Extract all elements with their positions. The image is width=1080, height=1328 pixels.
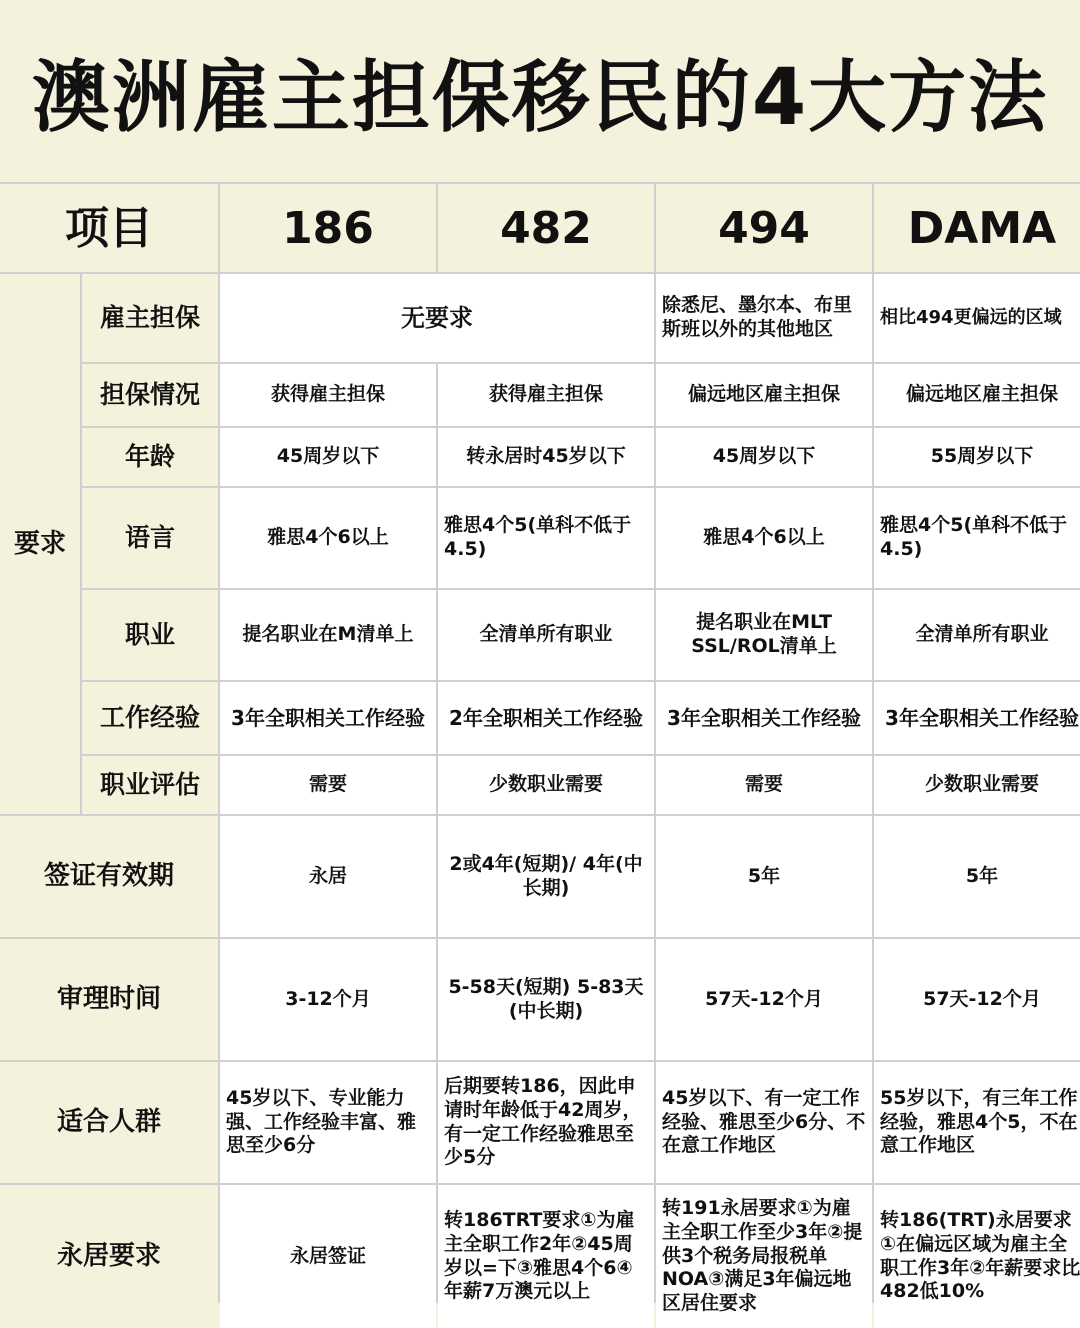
header-186: 186 <box>220 184 436 272</box>
employer-494: 除悉尼、墨尔本、布里斯班以外的其他地区 <box>656 274 872 362</box>
table-cell: 偏远地区雇主担保 <box>874 364 1080 426</box>
table-cell: 55岁以下，有三年工作经验，雅思4个5，不在意工作地区 <box>874 1062 1080 1183</box>
header-494: 494 <box>656 184 872 272</box>
table-cell: 45岁以下、有一定工作经验、雅思至少6分、不在意工作地区 <box>656 1062 872 1183</box>
table-cell: 5-58天(短期) 5-83天(中长期) <box>438 939 654 1060</box>
table-cell: 少数职业需要 <box>874 756 1080 814</box>
row-label-occupation: 职业 <box>82 590 218 680</box>
table-cell: 55周岁以下 <box>874 428 1080 486</box>
employer-186-482: 无要求 <box>220 274 654 362</box>
row-label-experience: 工作经验 <box>82 682 218 754</box>
table-cell: 3年全职相关工作经验 <box>220 682 436 754</box>
table-cell: 转191永居要求①为雇主全职工作至少3年②提供3个税务局报税单NOA③满足3年偏远地区居住要求 <box>656 1185 872 1328</box>
table-cell: 2或4年(短期)/ 4年(中长期) <box>438 816 654 937</box>
table-cell: 需要 <box>220 756 436 814</box>
table-cell: 3年全职相关工作经验 <box>874 682 1080 754</box>
table-cell: 雅思4个6以上 <box>656 488 872 588</box>
table-cell: 雅思4个6以上 <box>220 488 436 588</box>
row-label-suitable: 适合人群 <box>0 1062 218 1183</box>
table-cell: 永居签证 <box>220 1185 436 1328</box>
table-cell: 5年 <box>874 816 1080 937</box>
table-cell: 转永居时45岁以下 <box>438 428 654 486</box>
table-cell: 获得雇主担保 <box>220 364 436 426</box>
table-cell: 提名职业在MLT SSL/ROL清单上 <box>656 590 872 680</box>
table-cell: 45周岁以下 <box>656 428 872 486</box>
table-cell: 转186(TRT)永居要求①在偏远区域为雇主全职工作3年②年薪要求比482低10% <box>874 1185 1080 1328</box>
table-cell: 偏远地区雇主担保 <box>656 364 872 426</box>
table-cell: 57天-12个月 <box>874 939 1080 1060</box>
table-cell: 需要 <box>656 756 872 814</box>
row-label-language: 语言 <box>82 488 218 588</box>
table-cell: 获得雇主担保 <box>438 364 654 426</box>
table-cell: 2年全职相关工作经验 <box>438 682 654 754</box>
row-label-processing: 审理时间 <box>0 939 218 1060</box>
header-dama: DAMA <box>874 184 1080 272</box>
header-item: 项目 <box>0 184 218 272</box>
table-cell: 少数职业需要 <box>438 756 654 814</box>
row-label-pr: 永居要求 <box>0 1185 218 1328</box>
header-482: 482 <box>438 184 654 272</box>
table-cell: 雅思4个5(单科不低于4.5) <box>874 488 1080 588</box>
table-cell: 3-12个月 <box>220 939 436 1060</box>
table-cell: 永居 <box>220 816 436 937</box>
table-cell: 57天-12个月 <box>656 939 872 1060</box>
row-label-validity: 签证有效期 <box>0 816 218 937</box>
table-cell: 5年 <box>656 816 872 937</box>
row-label-age: 年龄 <box>82 428 218 486</box>
table-cell: 后期要转186，因此申请时年龄低于42周岁，有一定工作经验雅思至少5分 <box>438 1062 654 1183</box>
table-cell: 提名职业在M清单上 <box>220 590 436 680</box>
table-cell: 雅思4个5(单科不低于4.5) <box>438 488 654 588</box>
table-cell: 45岁以下、专业能力强、工作经验丰富、雅思至少6分 <box>220 1062 436 1183</box>
employer-dama: 相比494更偏远的区域 <box>874 274 1080 362</box>
table-cell: 45周岁以下 <box>220 428 436 486</box>
row-label-assessment: 职业评估 <box>82 756 218 814</box>
row-label-employer: 雇主担保 <box>82 274 218 362</box>
row-label-sponsor: 担保情况 <box>82 364 218 426</box>
table-cell: 全清单所有职业 <box>874 590 1080 680</box>
page-title: 澳洲雇主担保移民的4大方法 <box>0 0 1080 182</box>
table-cell: 3年全职相关工作经验 <box>656 682 872 754</box>
table-cell: 转186TRT要求①为雇主全职工作2年②45周岁以=下③雅思4个6④年薪7万澳元以上 <box>438 1185 654 1328</box>
table-cell: 全清单所有职业 <box>438 590 654 680</box>
requirements-label: 要求 <box>0 274 80 814</box>
comparison-table <box>0 182 1080 1315</box>
